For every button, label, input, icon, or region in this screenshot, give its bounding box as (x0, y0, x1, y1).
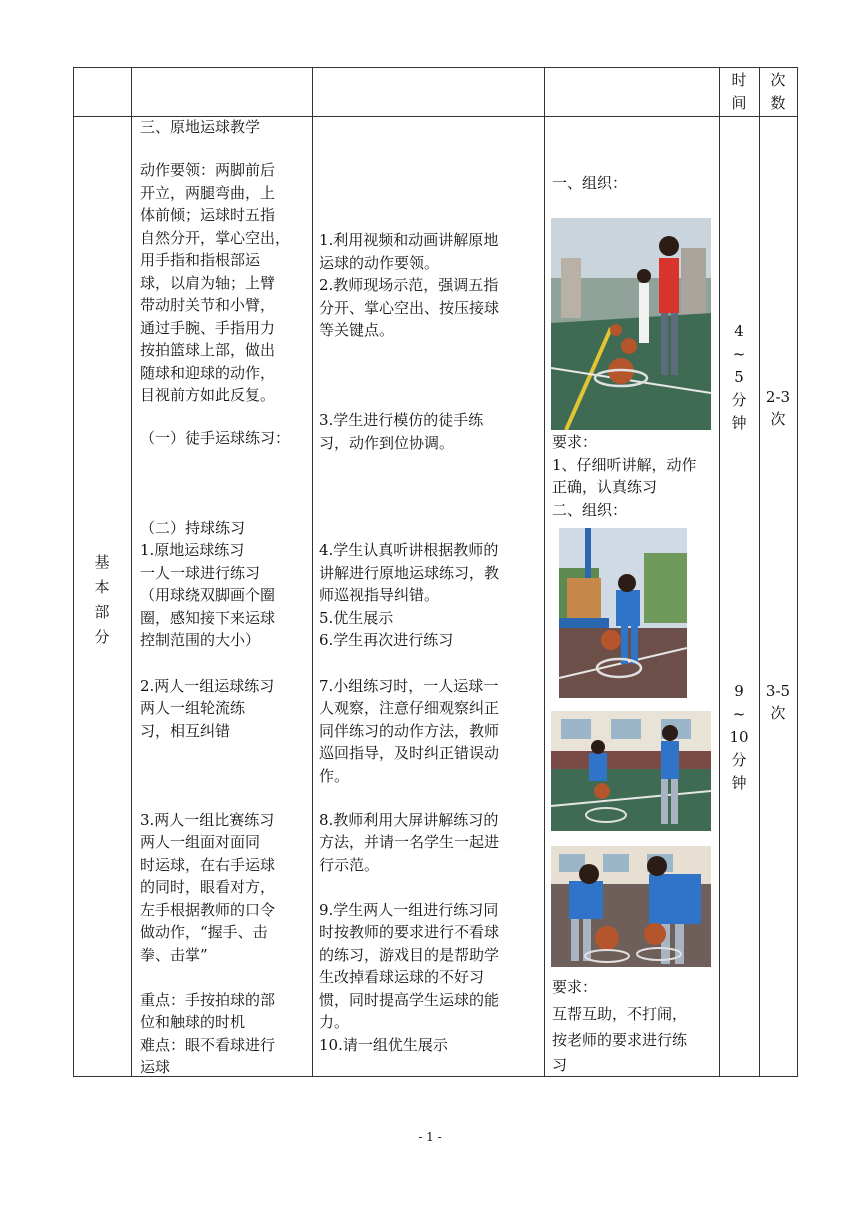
photo-solo-dribble (559, 528, 687, 698)
col-divider (719, 68, 720, 1076)
page-number: - 1 - (418, 1130, 442, 1144)
time-block-1: 4 ~ 5 分 钟 (731, 322, 747, 432)
header-time: 时 间 (731, 71, 747, 112)
col-divider (131, 68, 132, 1076)
col-divider (759, 68, 760, 1076)
count-block-1: 2-3 次 (765, 388, 791, 428)
photo-pair-dribble (551, 711, 711, 831)
photo-pair-game-illustration (551, 846, 711, 967)
col-divider (312, 68, 313, 1076)
photo-line-drill-illustration (551, 218, 711, 430)
section-label: 基 本 部 分 (94, 553, 110, 646)
col-divider (544, 68, 545, 1076)
photo-solo-dribble-illustration (559, 528, 687, 698)
photo-line-drill (551, 218, 711, 430)
count-block-2: 3-5 次 (765, 682, 791, 722)
time-block-2: 9 ~ 10 分 钟 (729, 682, 749, 792)
photo-pair-game (551, 846, 711, 967)
photo-pair-dribble-illustration (551, 711, 711, 831)
header-count: 次 数 (770, 71, 786, 112)
